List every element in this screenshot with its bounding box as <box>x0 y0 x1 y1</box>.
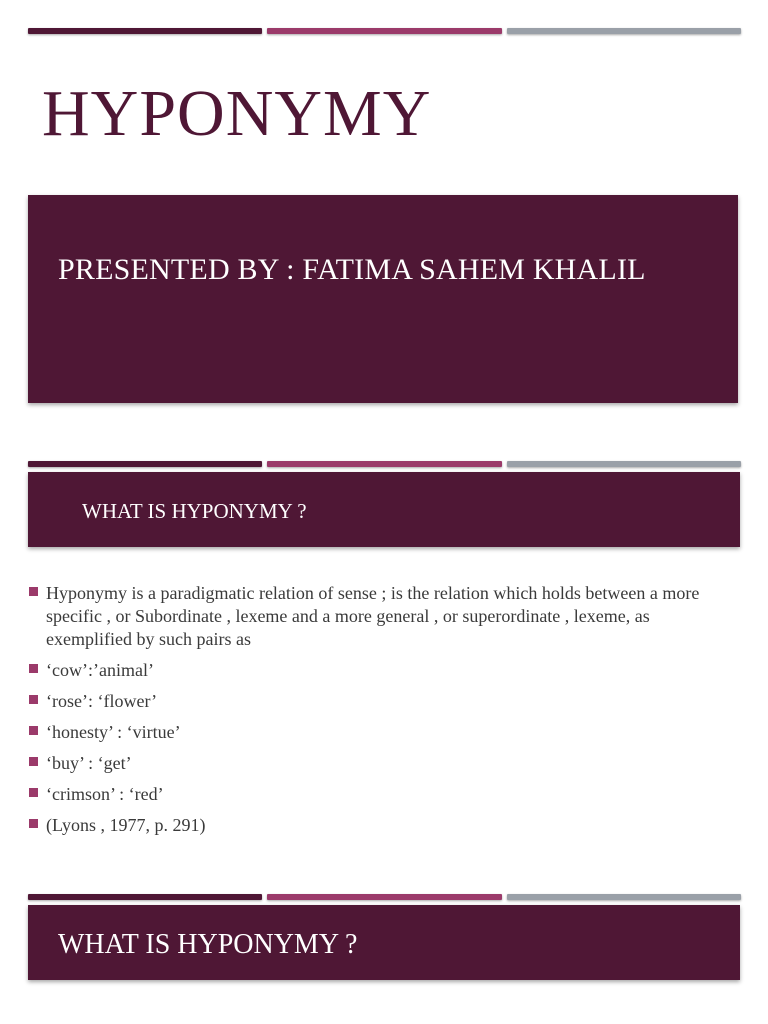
slide-title: HYPONYMY <box>42 77 432 150</box>
list-item-text: ‘crimson’ : ‘red’ <box>46 784 164 804</box>
accent-bar <box>28 28 741 36</box>
presenter-text: PRESENTED BY : FATIMA SAHEM KHALIL <box>58 253 646 286</box>
square-bullet-icon <box>29 664 38 673</box>
accent-segment-dark <box>28 28 262 34</box>
accent-segment-gray <box>507 28 741 34</box>
list-item <box>28 659 718 682</box>
accent-segment-gray <box>507 461 741 467</box>
square-bullet-icon <box>29 695 38 704</box>
heading-panel <box>28 472 740 547</box>
list-item-text: ‘cow’:’animal’ <box>46 660 154 680</box>
list-item-text: Hyponymy is a paradigmatic relation of sense ; is the relation which holds between a more specific , or Subordinate , lexeme and a more general , or superordinate , lexeme, as exemplified by such pairs as <box>46 583 700 649</box>
heading-panel <box>28 905 740 980</box>
list-item <box>28 690 718 713</box>
list-item <box>28 721 718 744</box>
list-item-text: ‘buy’ : ‘get’ <box>46 753 132 773</box>
accent-segment-magenta <box>267 894 501 900</box>
list-item <box>28 752 718 775</box>
accent-segment-dark <box>28 461 262 467</box>
accent-segment-gray <box>507 894 741 900</box>
list-item <box>28 582 718 651</box>
section-heading: WHAT IS HYPONYMY ? <box>82 499 307 523</box>
section-heading: WHAT IS HYPONYMY ? <box>58 929 358 960</box>
square-bullet-icon <box>29 726 38 735</box>
list-item <box>28 783 718 806</box>
square-bullet-icon <box>29 819 38 828</box>
square-bullet-icon <box>29 757 38 766</box>
accent-bar <box>28 894 741 902</box>
accent-bar <box>28 461 741 469</box>
square-bullet-icon <box>29 788 38 797</box>
list-item-text: ‘honesty’ : ‘virtue’ <box>46 722 181 742</box>
list-item-text: ‘rose’: ‘flower’ <box>46 691 158 711</box>
accent-segment-magenta <box>267 461 501 467</box>
list-item-text: (Lyons , 1977, p. 291) <box>46 815 206 835</box>
square-bullet-icon <box>29 587 38 596</box>
accent-segment-magenta <box>267 28 501 34</box>
accent-segment-dark <box>28 894 262 900</box>
list-item <box>28 814 718 837</box>
presenter-panel <box>28 195 738 403</box>
bullet-list <box>28 582 718 845</box>
